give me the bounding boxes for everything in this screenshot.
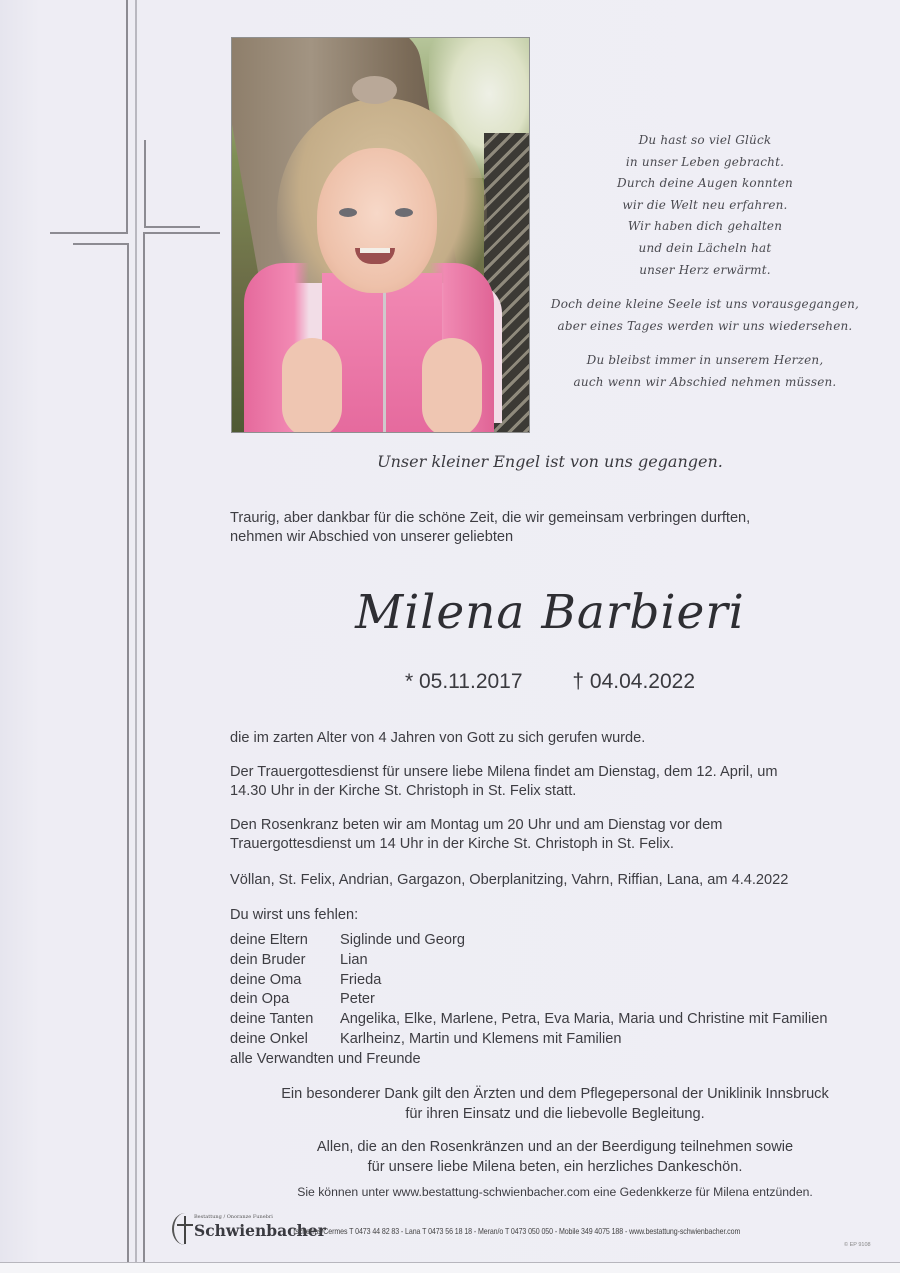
poem-line: in unser Leben gebracht. xyxy=(625,154,785,169)
family-list xyxy=(230,931,890,1070)
intro-line: nehmen wir Abschied von unserer geliebten xyxy=(230,529,514,545)
poem-line: wir die Welt neu erfahren. xyxy=(622,197,788,212)
poem-line: unser Herz erwärmt. xyxy=(639,262,771,277)
poem-line: Wir haben dich gehalten xyxy=(627,219,783,234)
family-row: deine Onkel Karlheinz, Martin und Klemens mit Familien xyxy=(230,1030,622,1047)
poem-stanza-2 xyxy=(540,294,870,337)
birth-date: * 05.11.2017 xyxy=(404,670,523,693)
service-text xyxy=(230,763,880,801)
print-code: © EP 9108 xyxy=(844,1242,871,1248)
poem-line: auch wenn wir Abschied nehmen müssen. xyxy=(573,374,837,389)
family-row: deine Oma Frieda xyxy=(230,971,382,988)
memorial-candle-note: Sie können unter www.bestattung-schwienbacher.com eine Gedenkkerze für Milena entzünden. xyxy=(297,1185,813,1199)
thanks-attendees: Allen, die an den Rosenkränzen und an der Beerdigung teilnehmen sowie für unsere liebe Milena beten, ein herzliches Dankeschön. xyxy=(316,1139,794,1175)
poem-line: Doch deine kleine Seele ist uns vorausgegangen, xyxy=(550,297,860,312)
rosary-text xyxy=(230,816,880,854)
age-text: die im zarten Alter von 4 Jahren von Gott zu sich gerufen wurde. xyxy=(230,730,646,746)
poem-stanza-1 xyxy=(540,130,870,281)
rosary-line: Den Rosenkranz beten wir am Montag um 20 Uhr und am Dienstag vor dem xyxy=(230,817,723,833)
family-row: deine Tanten Angelika, Elke, Marlene, Petra, Eva Maria, Maria und Christine mit Familien xyxy=(230,1011,828,1028)
service-line: 14.30 Uhr in der Kirche St. Christoph in St. Felix statt. xyxy=(230,783,577,799)
life-dates xyxy=(230,670,870,694)
poem-line: aber eines Tages werden wir uns wiedersehen. xyxy=(557,318,853,333)
intro-line: Traurig, aber dankbar für die schöne Zeit, die wir gemeinsam verbringen durften, xyxy=(230,510,751,526)
funeral-home-footer xyxy=(172,1213,872,1247)
places-text: Völlan, St. Felix, Andrian, Gargazon, Oberplanitzing, Vahrn, Riffian, Lana, am 4.4.2022 xyxy=(230,872,789,888)
portrait-photo xyxy=(231,37,530,433)
tagline: Unser kleiner Engel ist von uns gegangen. xyxy=(377,452,723,471)
family-row: dein Opa Peter xyxy=(230,991,375,1008)
intro-text xyxy=(230,509,880,547)
thanks-doctors: Ein besonderer Dank gilt den Ärzten und dem Pflegepersonal der Uniklinik Innsbruck für ihren Einsatz und die liebevolle Begleitung. xyxy=(281,1086,829,1122)
death-date: † 04.04.2022 xyxy=(572,670,696,693)
rosary-line: Trauergottesdienst um 14 Uhr in der Kirche St. Christoph in St. Felix. xyxy=(230,836,674,852)
service-line: Der Trauergottesdienst für unsere liebe Milena findet am Dienstag, dem 12. April, um xyxy=(230,764,778,780)
miss-text: Du wirst uns fehlen: xyxy=(230,907,359,923)
family-row: deine Eltern Siglinde und Georg xyxy=(230,932,465,948)
logo-name: Schwienbacher xyxy=(194,1221,326,1240)
paper-edge xyxy=(0,1262,900,1273)
poem xyxy=(540,130,870,407)
poem-line: und dein Lächeln hat xyxy=(638,240,772,255)
deceased-name: Milena Barbieri xyxy=(355,585,745,640)
family-closing: alle Verwandten und Freunde xyxy=(230,1050,421,1067)
poem-stanza-3 xyxy=(540,350,870,393)
poem-line: Du hast so viel Glück xyxy=(638,133,772,147)
poem-line: Durch deine Augen konnten xyxy=(617,176,793,191)
poem-line: Du bleibst immer in unserem Herzen, xyxy=(586,353,824,368)
contact-info: Tscherms/Cermes T 0473 44 82 83 - Lana T 0473 56 18 18 - Meran/o T 0473 050 050 - Mobile 349 4075 188 - www.bestattung-schwienbacher.com xyxy=(292,1227,741,1236)
family-row: dein Bruder Lian xyxy=(230,951,368,968)
logo-subtitle: Bestattung / Onoranze Funebri xyxy=(194,1214,273,1220)
